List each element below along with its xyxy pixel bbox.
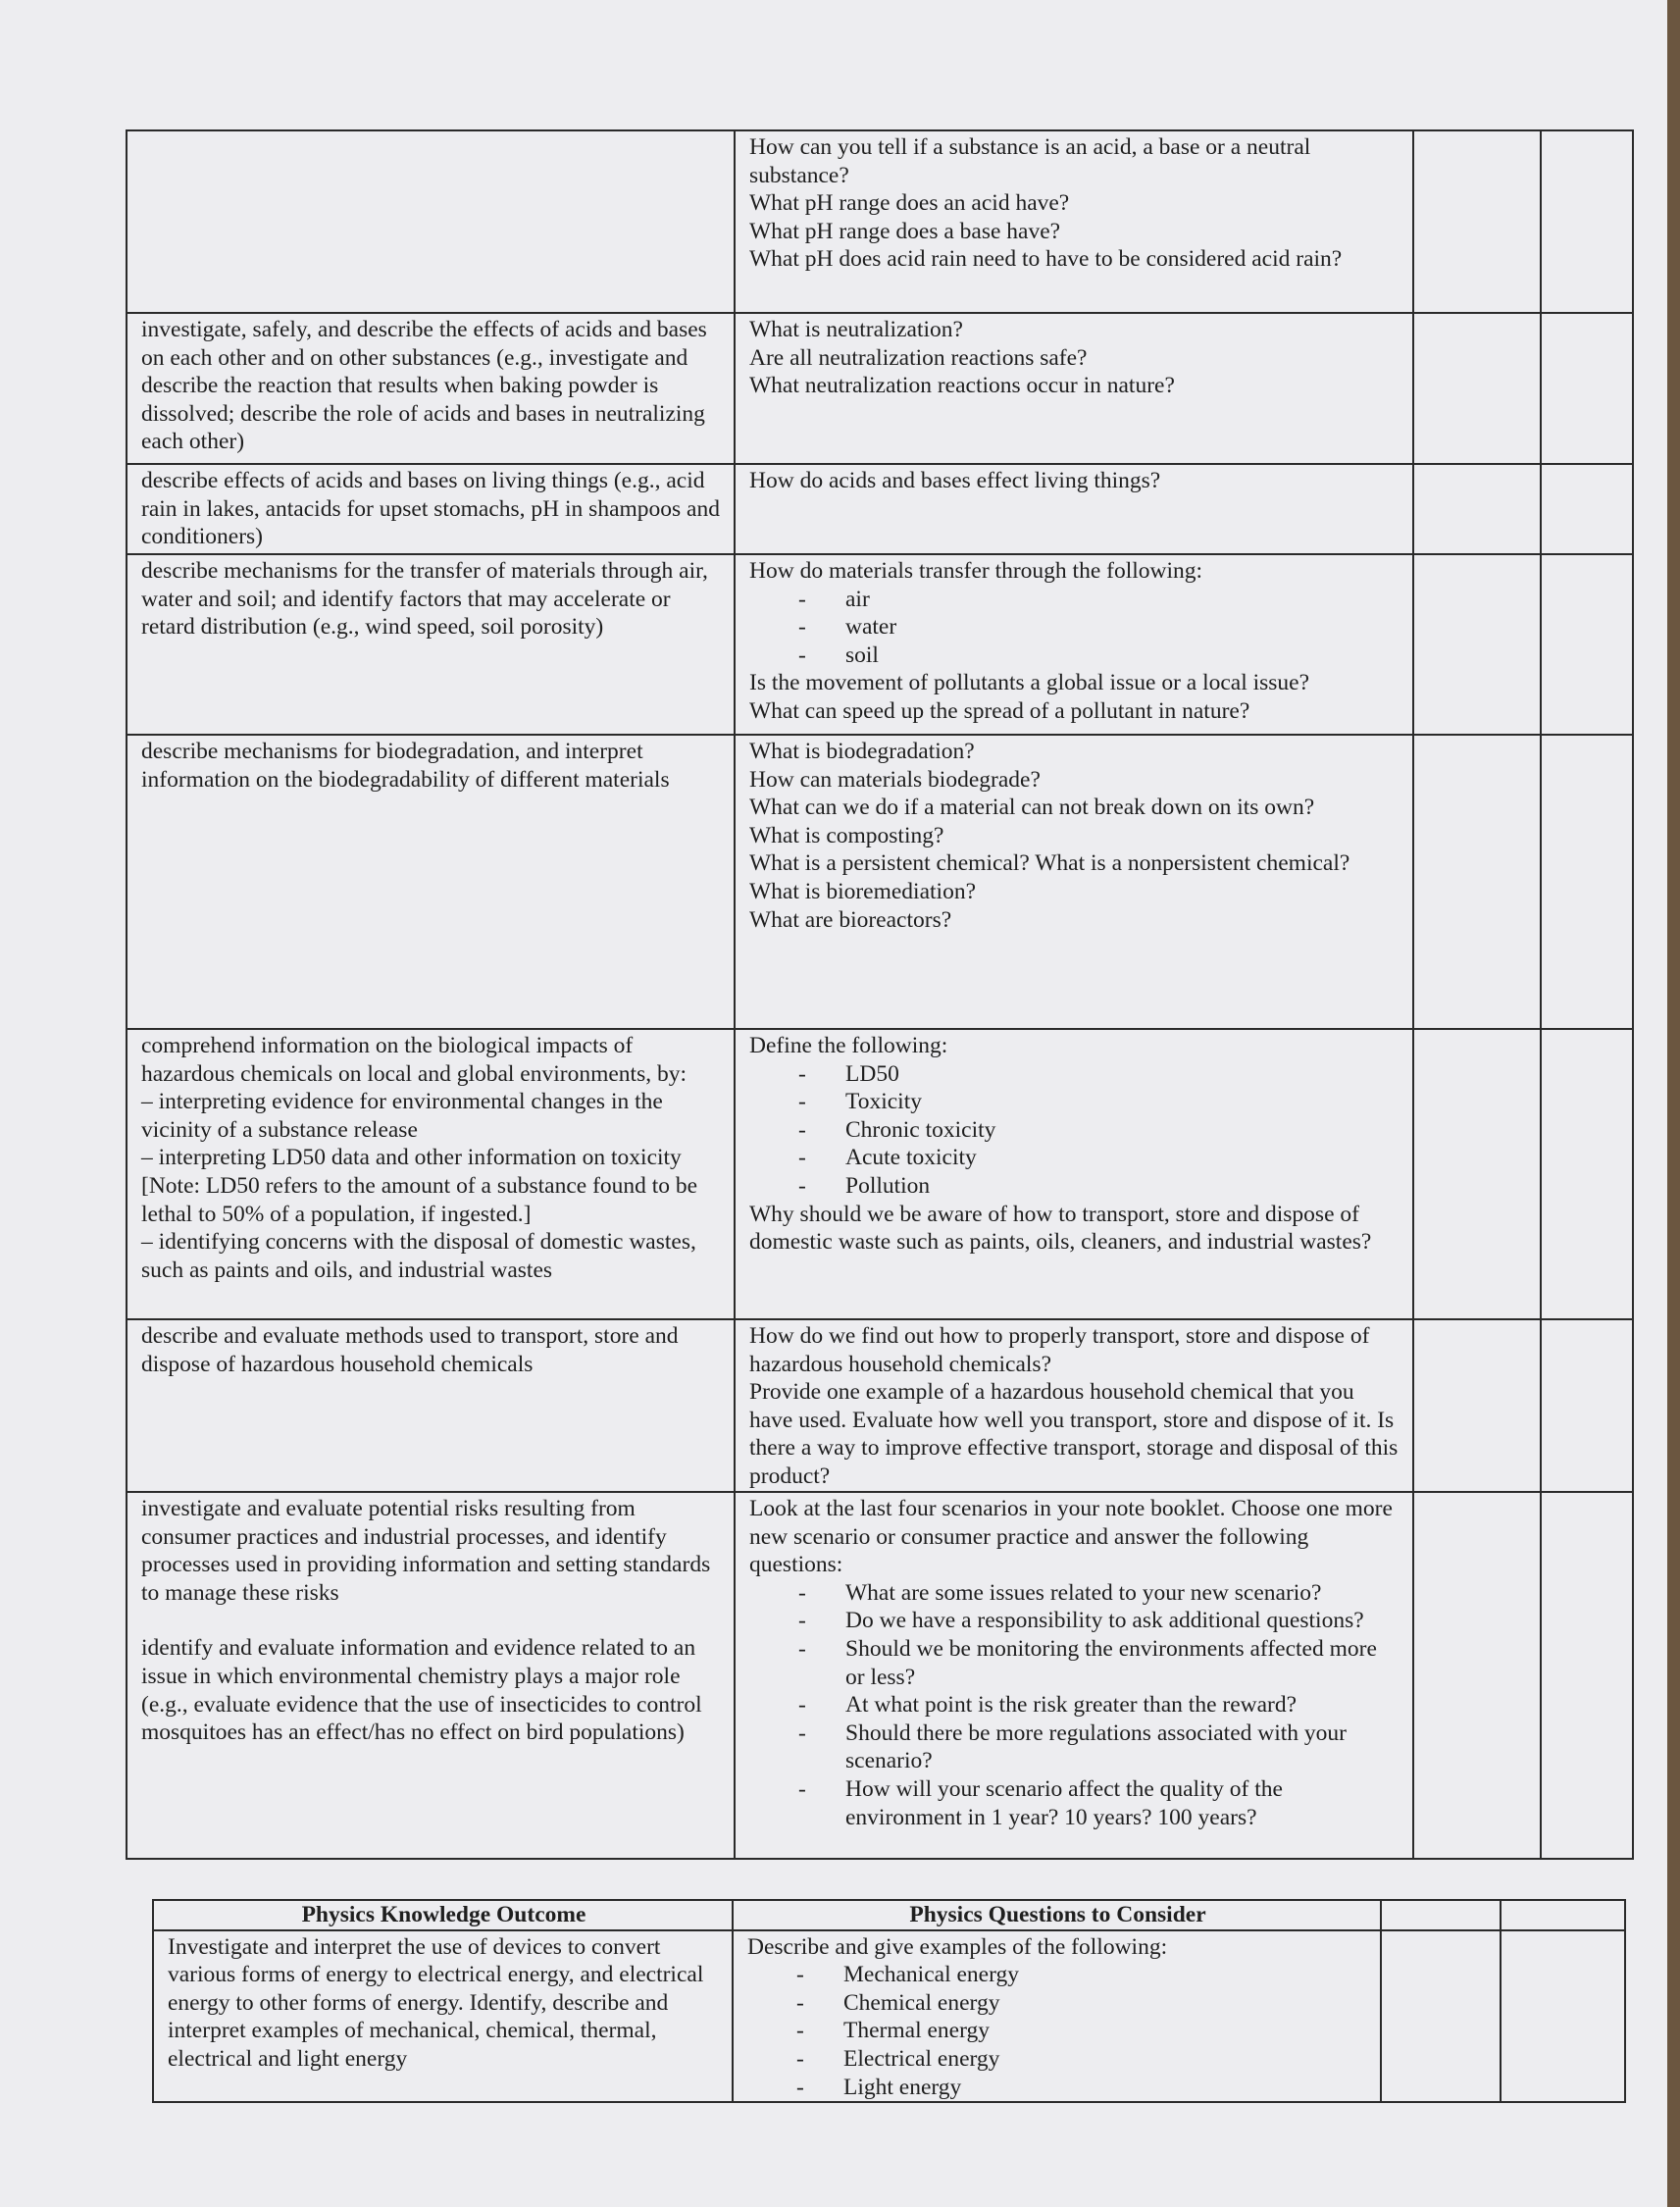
outcome-cell — [127, 1492, 735, 1859]
questions-cell — [735, 735, 1413, 1029]
question-list-item: - Electrical energy — [747, 2045, 1368, 2074]
check-cell[interactable] — [1381, 1900, 1501, 1930]
question-list-item: - Should we be monitoring the environments affected more or less? — [749, 1635, 1400, 1691]
check-cell[interactable] — [1413, 735, 1541, 1029]
question-list — [749, 586, 1400, 670]
question-list-item: - Do we have a responsibility to ask additional questions? — [749, 1607, 1400, 1635]
physics-questions-header: Physics Questions to Consider — [733, 1900, 1381, 1930]
check-cell[interactable] — [1541, 554, 1633, 735]
outcome-text: describe mechanisms for the transfer of materials through air, water and soil; and identify factors that may accelerate or retard distribution (e.g., wind speed, soil porosity) — [141, 558, 708, 641]
question-list-item: - Thermal energy — [747, 2017, 1368, 2045]
check-cell[interactable] — [1541, 464, 1633, 554]
check-cell[interactable] — [1413, 554, 1541, 735]
outcome-text: describe and evaluate methods used to transport, store and dispose of hazardous household chemicals — [141, 1323, 679, 1377]
outcome-cell — [127, 554, 735, 735]
physics-header-row — [153, 1900, 1625, 1930]
question-intro: Look at the last four scenarios in your note booklet. Choose one more new scenario or consumer practice and answer the following questions: — [749, 1496, 1393, 1578]
check-cell[interactable] — [1501, 1900, 1625, 1930]
question-text: What is neutralization? — [749, 317, 963, 342]
check-cell[interactable] — [1413, 1319, 1541, 1492]
check-cell[interactable] — [1413, 1029, 1541, 1319]
check-cell[interactable] — [1541, 313, 1633, 464]
question-text: How do we find out how to properly transport, store and dispose of hazardous household chemicals? — [749, 1323, 1370, 1377]
question-text: Why should we be aware of how to transport, store and dispose of domestic waste such as paints, oils, cleaners, and industrial wastes? — [749, 1201, 1372, 1256]
paragraph-spacer — [141, 1607, 722, 1634]
questions-cell — [735, 1492, 1413, 1859]
check-cell[interactable] — [1541, 1029, 1633, 1319]
outcome-row — [127, 1492, 1633, 1859]
outcome-text: investigate and evaluate potential risks resulting from consumer practices and industrial processes, and identify processes used in providing information and setting standards to manage these risks — [141, 1496, 711, 1606]
question-list — [747, 1961, 1368, 2101]
physics-outcome-cell — [153, 1930, 733, 2103]
question-text: Is the movement of pollutants a global issue or a local issue? — [749, 670, 1310, 696]
outcome-cell — [127, 313, 735, 464]
question-text: What can we do if a material can not break down on its own? — [749, 795, 1315, 821]
questions-cell — [735, 464, 1413, 554]
physics-outcome-header: Physics Knowledge Outcome — [153, 1900, 733, 1930]
question-text: What is bioremediation? — [749, 878, 977, 904]
outcome-text: – interpreting evidence for environmental changes in the vicinity of a substance release — [141, 1089, 663, 1143]
outcome-cell — [127, 735, 735, 1029]
question-list-item: - Pollution — [749, 1172, 1400, 1201]
outcome-row — [127, 1319, 1633, 1492]
check-cell[interactable] — [1541, 1319, 1633, 1492]
question-text: Provide one example of a hazardous household chemical that you have used. Evaluate how well you transport, store and dispose of it. Is there a way to improve effective transport, storage and disposal of this product? — [749, 1379, 1399, 1489]
question-list — [749, 1579, 1400, 1831]
question-intro: How do materials transfer through the following: — [749, 558, 1203, 584]
check-cell[interactable] — [1541, 130, 1633, 313]
question-text: What is composting? — [749, 822, 944, 848]
outcome-cell — [127, 1319, 735, 1492]
outcome-text: – interpreting LD50 data and other information on toxicity [Note: LD50 refers to the amount of a substance found to be lethal to 50% of a population, if ingested.] — [141, 1145, 698, 1227]
outcome-text: Investigate and interpret the use of devices to convert various forms of energy to electrical energy, and electrical energy to other forms of energy. Identify, describe and interpret examples of mechanical, chemical, thermal, electrical and light energy — [168, 1933, 704, 2072]
outcome-text: identify and evaluate information and evidence related to an issue in which environmental chemistry plays a major role (e.g., evaluate evidence that the use of insecticides to control mosquitoes has an effect/has no effect on bird populations) — [141, 1635, 702, 1746]
question-list-item: - Should there be more regulations associated with your scenario? — [749, 1719, 1400, 1775]
outcome-cell — [127, 130, 735, 313]
check-cell[interactable] — [1541, 1492, 1633, 1859]
chemistry-outcomes-table — [126, 129, 1634, 1860]
question-list-item: - What are some issues related to your new scenario? — [749, 1579, 1400, 1608]
question-text: What pH does acid rain need to have to be considered acid rain? — [749, 246, 1343, 273]
outcome-text: investigate, safely, and describe the effects of acids and bases on each other and on other substances (e.g., investigate and describe the reaction that results when baking powder is dissolved; describe the role of acids and bases in neutralizing each other) — [141, 317, 707, 455]
question-list-item: - LD50 — [749, 1060, 1400, 1089]
check-cell[interactable] — [1413, 1492, 1541, 1859]
questions-cell — [735, 554, 1413, 735]
question-list-item: - Chemical energy — [747, 1989, 1368, 2018]
outcome-cell — [127, 1029, 735, 1319]
outcome-row — [127, 554, 1633, 735]
question-intro: Define the following: — [749, 1033, 948, 1058]
check-cell[interactable] — [1413, 313, 1541, 464]
question-list-item: - Toxicity — [749, 1088, 1400, 1116]
question-text: Are all neutralization reactions safe? — [749, 344, 1088, 371]
physics-row — [153, 1930, 1625, 2103]
physics-outcomes-table — [152, 1899, 1626, 2103]
question-list — [749, 1060, 1400, 1201]
question-text: What is biodegradation? — [749, 739, 975, 764]
question-text: What can speed up the spread of a pollutant in nature? — [749, 697, 1250, 724]
outcome-text: – identifying concerns with the disposal of domestic wastes, such as paints and oils, and industrial wastes — [141, 1229, 696, 1283]
check-cell[interactable] — [1381, 1930, 1501, 2103]
outcome-row — [127, 313, 1633, 464]
questions-cell — [735, 313, 1413, 464]
question-list-item: - Light energy — [747, 2074, 1368, 2102]
question-list-item: - air — [749, 586, 1400, 614]
questions-cell — [735, 1319, 1413, 1492]
check-cell[interactable] — [1541, 735, 1633, 1029]
check-cell[interactable] — [1501, 1930, 1625, 2103]
question-list-item: - How will your scenario affect the quality of the environment in 1 year? 10 years? 100 years? — [749, 1775, 1400, 1831]
question-text: What are bioreactors? — [749, 906, 952, 933]
outcome-row — [127, 735, 1633, 1029]
outcome-row — [127, 1029, 1633, 1319]
question-intro: Describe and give examples of the following: — [747, 1933, 1168, 1960]
outcome-cell — [127, 464, 735, 554]
outcome-text: comprehend information on the biological impacts of hazardous chemicals on local and global environments, by: — [141, 1033, 687, 1087]
question-text: What pH range does a base have? — [749, 218, 1061, 244]
questions-cell — [735, 130, 1413, 313]
check-cell[interactable] — [1413, 464, 1541, 554]
question-list-item: - At what point is the risk greater than the reward? — [749, 1691, 1400, 1719]
outcome-text: describe mechanisms for biodegradation, and interpret information on the biodegradability of different materials — [141, 739, 670, 793]
question-text: What is a persistent chemical? What is a nonpersistent chemical? — [749, 850, 1350, 877]
outcome-text: describe effects of acids and bases on living things (e.g., acid rain in lakes, antacids for upset stomachs, pH in shampoos and conditioners) — [141, 468, 720, 550]
question-list-item: - Chronic toxicity — [749, 1116, 1400, 1145]
question-list-item: - Acute toxicity — [749, 1144, 1400, 1172]
question-list-item: - Mechanical energy — [747, 1961, 1368, 1989]
question-text: How can you tell if a substance is an acid, a base or a neutral substance? — [749, 134, 1311, 188]
question-list-item: - water — [749, 613, 1400, 642]
questions-cell — [735, 1029, 1413, 1319]
check-cell[interactable] — [1413, 130, 1541, 313]
question-text: How can materials biodegrade? — [749, 766, 1041, 793]
question-text: What pH range does an acid have? — [749, 190, 1070, 217]
outcome-row — [127, 464, 1633, 554]
outcome-row — [127, 130, 1633, 313]
physics-questions-cell — [733, 1930, 1381, 2103]
question-text: How do acids and bases effect living things? — [749, 468, 1161, 493]
question-text: What neutralization reactions occur in nature? — [749, 373, 1175, 399]
question-list-item: - soil — [749, 642, 1400, 670]
